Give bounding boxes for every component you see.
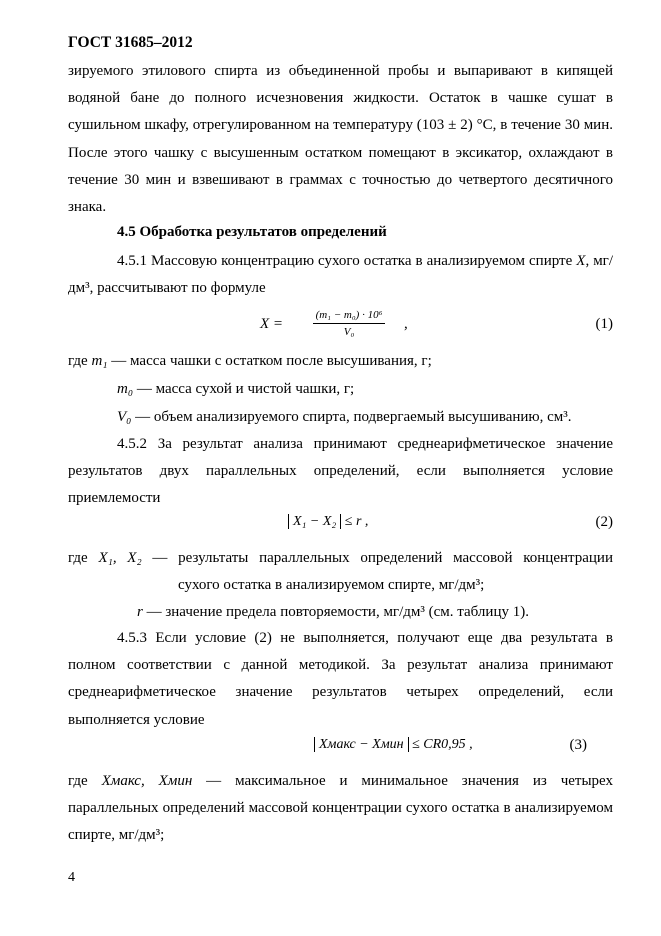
paragraph-4-5-2: 4.5.2 За результат анализа принимают среднеарифметическое значение результатов двух параллельных определений, если выполняется условие приемлемости — [68, 436, 613, 507]
formula-3-number: (3) — [569, 737, 587, 753]
paragraph-4-5-1: 4.5.1 Массовую концентрацию сухого остатка в анализируемом спирте X, мг/дм³, рассчитывают по формуле — [68, 253, 614, 297]
formula-1-trail: , — [404, 316, 408, 332]
paragraph-continuation: зируемого этилового спирта из объединенной пробы и выпаривают в кипящей водяной бане до полного исчезновения жидкости. Остаток в чашке сушат в сушильном шкафу, отрегулированном на температуру (103 ± 2) °С, в течение 30 мин. После этого чашку с высушенным остатком помещают в эксикатор, охлаждают в течение 30 мин и взвешивают в граммах с точностью до четвертого десятичного знака. — [68, 63, 613, 216]
formula-2 — [68, 510, 613, 550]
definition-xmax-xmin: где Xмакс, Xмин — максимальное и минимальное значения из четырех параллельных определений массовой концентрации сухого остатка в анализируемом спирте, мг/дм³; — [68, 773, 613, 844]
formula-1-lhs: X = — [260, 316, 284, 332]
formula-1-numerator: (m₁ − m₀) · 10⁶ — [313, 309, 386, 324]
formula-1-number: (1) — [595, 316, 613, 332]
definition-m1: где m₁ — масса чашки с остатком после высушивания, г; — [68, 353, 432, 369]
definition-m0: m₀ — масса сухой и чистой чашки, г; — [117, 381, 355, 397]
section-heading: 4.5 Обработка результатов определений — [117, 224, 387, 240]
page-number: 4 — [68, 870, 75, 885]
formula-2-number: (2) — [595, 514, 613, 530]
formula-3-expression: Xмакс − Xмин ≤ CR0,95 , — [314, 737, 473, 753]
standard-header: ГОСТ 31685–2012 — [68, 34, 193, 51]
formula-1-fraction — [294, 306, 404, 338]
definition-x1-x2: где X₁, X₂ — результаты параллельных определений массовой концентрации сухого остатка в анализируемом спирте, мг/дм³; — [68, 550, 613, 594]
formula-1-denominator: V₀ — [343, 326, 355, 338]
formula-3 — [68, 733, 613, 773]
paragraph-4-5-3: 4.5.3 Если условие (2) не выполняется, получают еще два результата в полном соответствии с данной методикой. За результат анализа принимают среднеарифметическое значение результатов четырех определений, если выполняется условие — [68, 630, 613, 728]
formula-2-expression: X₁ − X₂ ≤ r , — [288, 514, 368, 530]
formula-1 — [68, 306, 613, 346]
definition-v0: V₀ — объем анализируемого спирта, подвергаемый высушиванию, см³. — [117, 409, 572, 425]
definition-r: r — значение предела повторяемости, мг/дм³ (см. таблицу 1). — [137, 604, 529, 620]
